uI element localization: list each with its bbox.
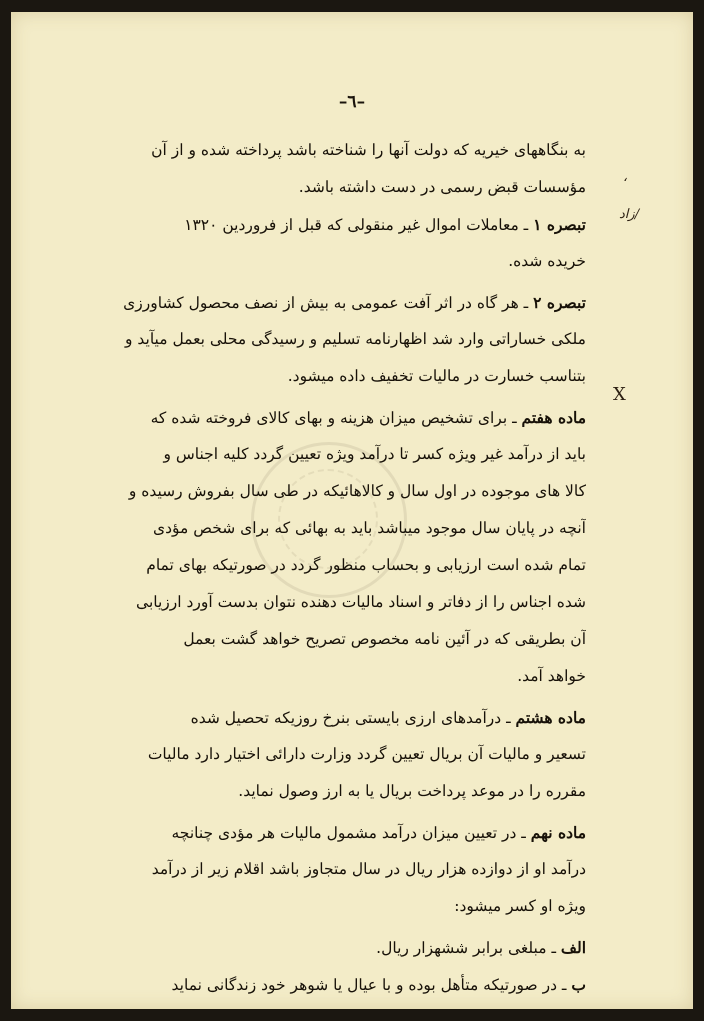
article-9-line: ماده نهم ـ در تعیین میزان درآمد مشمول مالیات هر مؤدی چنانچه	[171, 823, 586, 842]
margin-note-cross: X	[613, 384, 626, 405]
text-line: آنچه در پایان سال موجود میباشد باید به بهائی که برای شخص مؤدی	[152, 519, 586, 537]
margin-note-tick: ،	[623, 170, 628, 185]
article-8-heading: ماده هشتم	[515, 708, 586, 727]
page-number: –٦–	[338, 92, 366, 112]
clause-be-heading: ب	[571, 975, 586, 994]
text-line: آن بطریقی که در آئین نامه مخصوص تصریح خواهد گشت بعمل	[183, 630, 586, 648]
article-9-heading: ماده نهم	[530, 823, 586, 842]
text-line: مقرره را در موعد پرداخت بریال یا به ارز وصول نماید.	[238, 782, 586, 800]
text-line: کالا های موجوده در اول سال و کالاهائیکه در طی سال بفروش رسیده و	[128, 482, 586, 500]
text-line: درآمد او از دوازده هزار ریال در سال متجاوز باشد اقلام زیر از درآمد	[151, 860, 586, 878]
text-line: خریده شده.	[508, 252, 586, 270]
clause-alef-heading: الف	[560, 938, 586, 957]
text-line: شده اجناس را از دفاتر و اسناد مالیات دهنده نتوان بدست آورد ارزیابی	[136, 593, 586, 611]
text-line: مؤسسات قبض رسمی در دست داشته باشد.	[298, 178, 586, 196]
text-line: ملکی خساراتی وارد شد اظهارنامه تسلیم و رسیدگی محلی بعمل میآید و	[124, 330, 586, 348]
article-7-heading: ماده هفتم	[521, 408, 586, 427]
text-line: خواهد آمد.	[517, 667, 586, 685]
text-line: ویژه او کسر میشود:	[454, 897, 586, 915]
margin-note-handwritten: زاد/	[619, 207, 640, 222]
note-2-line: تبصره ۲ ـ هر گاه در اثر آفت عمومی به بیش از نصف محصول کشاورزی	[123, 293, 586, 312]
document-body	[116, 132, 586, 1003]
text-line: به بنگاههای خیریه که دولت آنها را شناخته باشد پرداخته شده و از آن	[151, 141, 586, 159]
article-7-line: ماده هفتم ـ برای تشخیص میزان هزینه و بهای کالای فروخته شده که	[150, 408, 586, 427]
note-2-heading: تبصره ۲	[533, 293, 586, 312]
clause-be-line: ب ـ در صورتیکه متأهل بوده و با عیال یا شوهر خود زندگانی نماید	[171, 975, 586, 994]
text-line: باید از درآمد غیر ویژه کسر تا درآمد ویژه تعیین گردد کلیه اجناس و	[163, 445, 586, 463]
text-line: تسعیر و مالیات آن بریال تعیین گردد وزارت دارائی اختیار دارد مالیات	[147, 745, 586, 763]
text-line: بتناسب خسارت در مالیات تخفیف داده میشود.	[287, 367, 586, 385]
article-8-line: ماده هشتم ـ درآمدهای ارزی بایستی بنرخ روزیکه تحصیل شده	[190, 708, 586, 727]
document-page	[11, 12, 693, 1009]
note-1-heading: تبصره ۱	[533, 215, 586, 234]
text-line: تمام شده است ارزیابی و بحساب منظور گردد در صورتیکه بهای تمام	[146, 556, 586, 574]
note-1-line: تبصره ۱ ـ معاملات اموال غیر منقولی که قبل از فروردین ۱۳۲۰	[184, 215, 586, 234]
clause-alef-line: الف ـ مبلغی برابر ششهزار ریال.	[376, 938, 586, 957]
